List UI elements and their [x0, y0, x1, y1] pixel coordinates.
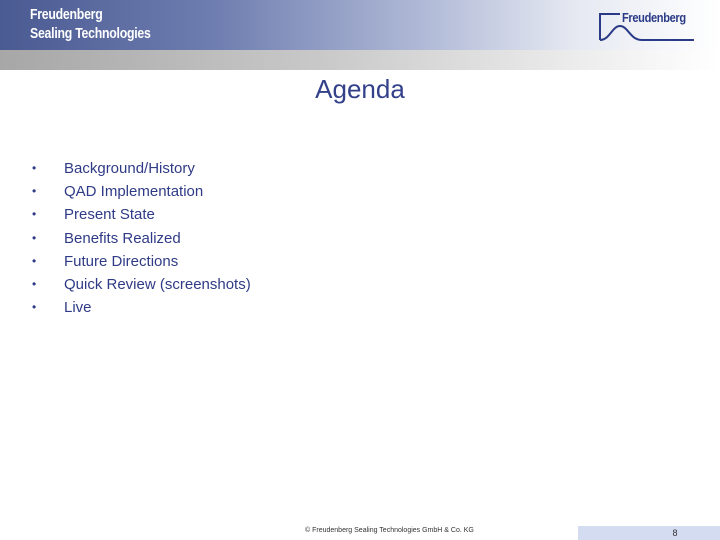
bullet-icon: •	[32, 276, 37, 291]
agenda-item-label: Live	[64, 299, 92, 317]
agenda-item-label: Future Directions	[64, 252, 179, 270]
slide-title: Agenda	[315, 74, 405, 104]
agenda-item-label: Quick Review (screenshots)	[64, 275, 251, 293]
header-strip	[0, 50, 720, 70]
bullet-icon: •	[32, 253, 37, 268]
header-band	[0, 0, 720, 50]
bullet-icon: •	[32, 300, 37, 315]
brand-wordmark	[30, 5, 151, 43]
bullet-icon: •	[32, 161, 37, 175]
footer-copyright: © Freudenberg Sealing Technologies GmbH & Co. KG	[305, 527, 474, 534]
agenda-item-label: Present State	[64, 206, 155, 224]
agenda-item-label: Benefits Realized	[64, 229, 181, 247]
logo-word: Freudenberg	[622, 10, 686, 25]
agenda-item-label: Background/History	[64, 160, 195, 177]
brand-line-2: Sealing Technologies	[30, 25, 151, 42]
bullet-icon: •	[32, 230, 37, 245]
brand-line-1: Freudenberg	[30, 6, 103, 23]
agenda-item-label: QAD Implementation	[64, 183, 204, 201]
bullet-icon: •	[32, 207, 37, 222]
bullet-icon: •	[32, 184, 37, 199]
page-number-box	[578, 526, 720, 540]
freudenberg-logo	[598, 10, 696, 42]
page-number: 8	[672, 528, 678, 538]
